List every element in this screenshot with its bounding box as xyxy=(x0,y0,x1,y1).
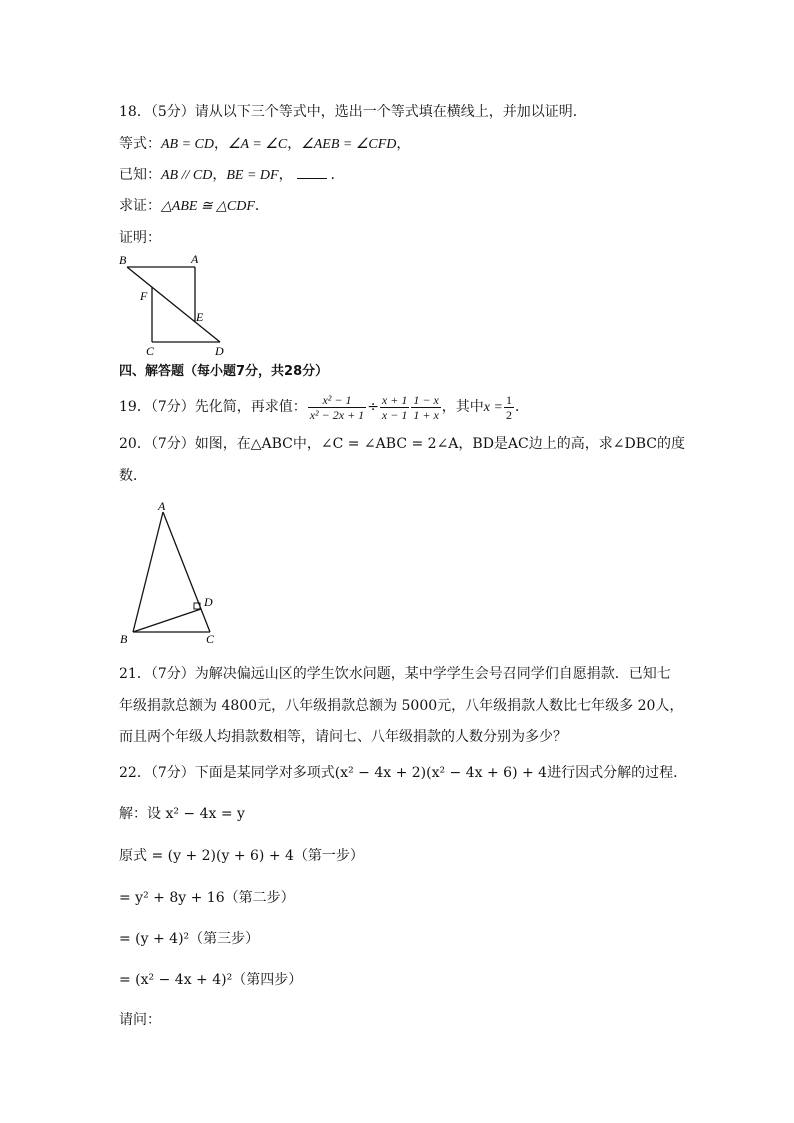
q19-val-den: 2 xyxy=(505,407,512,422)
q22-ask: 请问： xyxy=(119,1012,161,1028)
q18-answer-blank[interactable] xyxy=(297,166,327,179)
q19-fraction-1 xyxy=(308,393,366,422)
q19-f2-den: x − 1 xyxy=(381,407,408,422)
q18-eq1: AB = CD xyxy=(161,137,214,152)
section4-heading: 四、解答题（每小题7分，共28分） xyxy=(119,364,329,379)
q18-equations: 等式：AB = CD，∠A = ∠C，∠AEB = ∠CFD， xyxy=(119,136,411,152)
q22-solution: 解：设 x² − 4x = y xyxy=(119,806,245,822)
q18-proof-label: 证明： xyxy=(119,230,161,246)
q18-label-F: F xyxy=(140,289,148,303)
q18-label-C: C xyxy=(146,344,155,358)
q18-prove-label: 求证： xyxy=(119,198,161,214)
q18-prove-statement: △ABE ≅ △CDF xyxy=(161,199,255,214)
q22-step4: = (x² − 4x + 4)²（第四步） xyxy=(119,972,303,988)
q19-f3-num: 1 − x xyxy=(413,392,439,407)
q21-line2: 年级捐款总额为 4800元，八年级捐款总额为 5000元，八年级捐款人数比七年级多 20人， xyxy=(119,698,684,714)
q19-fraction-3 xyxy=(411,393,440,422)
q19-line: 19．（7分）先化简，再求值： $\frac{\text{x² − 1}}{\text{x² − 2x + 1}}$ ÷ $\frac{x + 1}{x - 1}$ $\frac{1 - x}{1 + x}$ ，其中x = $\frac{1}{2}$ ． xyxy=(119,392,529,422)
q21-line3: 而且两个年级人均捐款数相等，请问七、八年级捐款的人数分别为多少？ xyxy=(119,729,567,745)
q18-title: 18．（5分）请从以下三个等式中，选出一个等式填在横线上，并加以证明． xyxy=(119,104,587,120)
q18-known: 已知：AB // CD，BE = DF， ． xyxy=(119,167,345,183)
q20-label-A: A xyxy=(158,499,166,513)
q18-label-B: B xyxy=(119,253,127,267)
q19-f1-num: x² − 1 xyxy=(308,393,366,408)
q18-figure xyxy=(115,250,235,360)
q19-mid: ，其中 xyxy=(441,399,484,415)
q18-eq3: ∠AEB = ∠CFD xyxy=(301,137,397,152)
q20-label-C: C xyxy=(206,632,215,646)
q18-eq-label: 等式： xyxy=(119,136,161,152)
q21-line1: 21．（7分）为解决偏远山区的学生饮水问题，某中学学生会号召同学们自愿捐款．已知七 xyxy=(119,666,671,682)
q18-known-label: 已知： xyxy=(119,167,161,183)
q19-fraction-2 xyxy=(380,393,409,422)
q18-prove: 求证：△ABE ≅ △CDF． xyxy=(119,198,269,214)
q19-val-num: 1 xyxy=(505,392,512,407)
q20-figure xyxy=(115,496,230,648)
q19-f1-den: x² − 2x + 1 xyxy=(309,407,365,422)
q20-label-B: B xyxy=(120,632,128,646)
q22-line1: 22．（7分）下面是某同学对多项式(x² − 4x + 2)(x² − 4x + 6) + 4进行因式分解的过程． xyxy=(119,765,688,781)
q18-label-E: E xyxy=(196,310,204,324)
q18-eq2: ∠A = ∠C xyxy=(228,137,288,152)
q18-seg-BD xyxy=(127,267,220,342)
q18-label-A: A xyxy=(191,252,199,266)
q19-f3-den: 1 + x xyxy=(413,407,439,422)
q19-x-eq: x = xyxy=(483,400,503,415)
q18-known1: AB // CD xyxy=(161,168,213,183)
q18-label-D: D xyxy=(215,344,224,358)
q19-prefix: 19．（7分）先化简，再求值： xyxy=(119,399,307,415)
q19-f2-num: x + 1 xyxy=(381,392,408,407)
q22-step2: = y² + 8y + 16（第二步） xyxy=(119,890,295,906)
q20-line1: 20．（7分）如图，在△ABC中，∠C = ∠ABC = 2∠A，BD是AC边上的高，求∠DBC的度 xyxy=(119,436,685,452)
q20-seg-BD xyxy=(133,609,201,632)
q18-known2: BE = DF xyxy=(226,168,279,183)
q22-step3: = (y + 4)²（第三步） xyxy=(119,931,260,947)
q19-value xyxy=(504,393,514,422)
q22-step1: 原式 = (y + 2)(y + 6) + 4（第一步） xyxy=(119,848,364,864)
q19-op: ÷ xyxy=(367,399,379,415)
q20-line2: 数． xyxy=(119,468,147,484)
q20-label-D: D xyxy=(204,595,213,609)
q20-seg-AB xyxy=(133,512,163,632)
